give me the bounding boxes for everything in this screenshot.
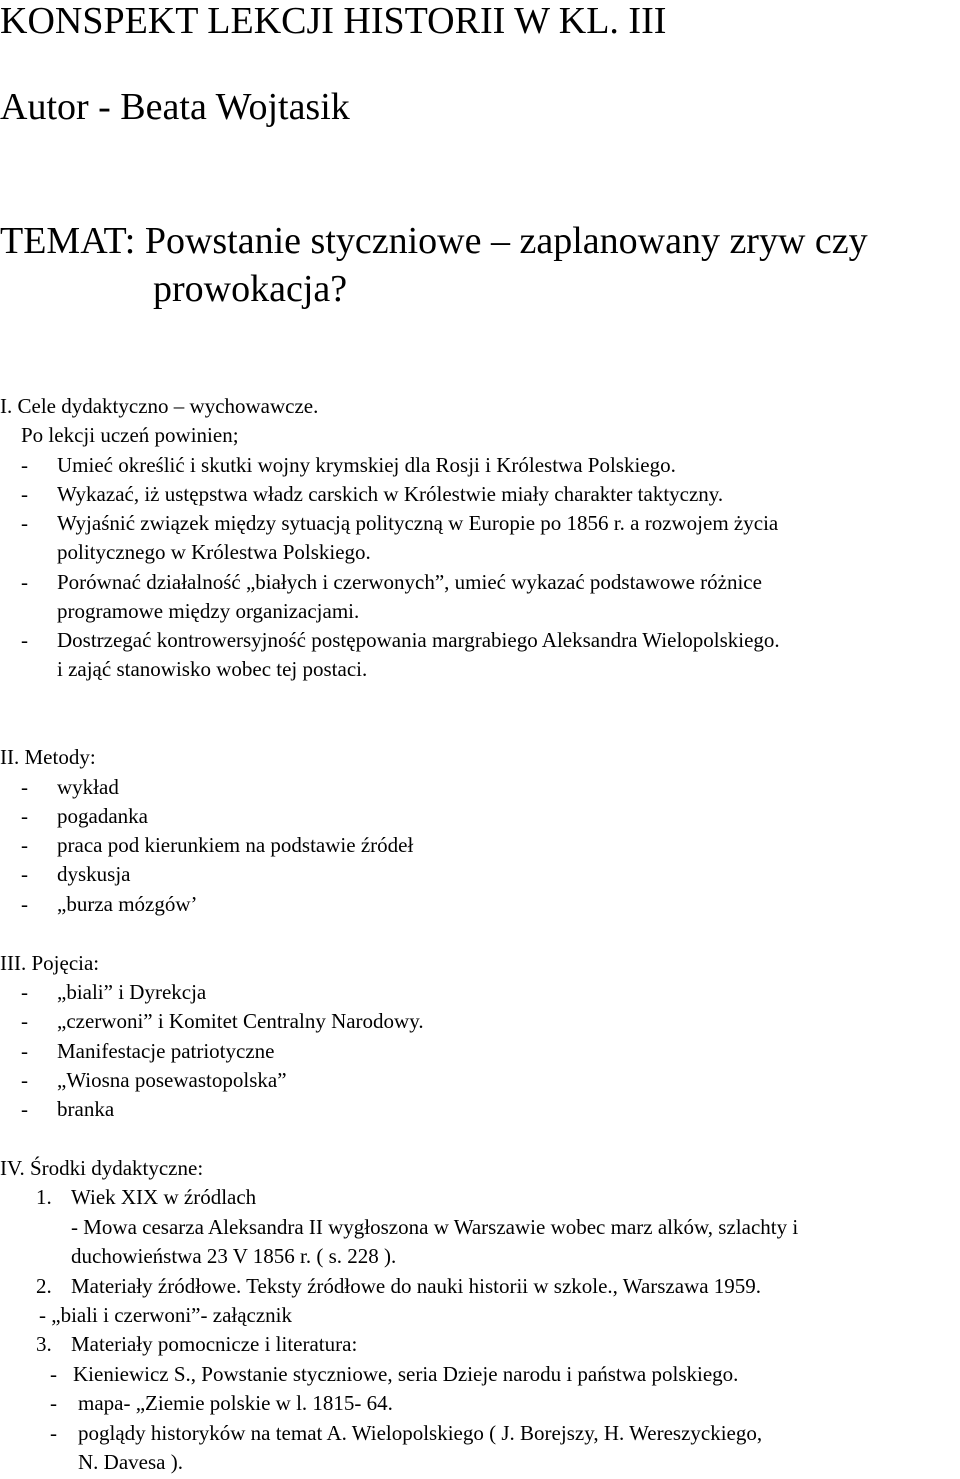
resource-subitem: - Mowa cesarza Aleksandra II wygłoszona w Warszawie wobec marz alków, szlachty i — [71, 1215, 799, 1239]
resource-subitem: poglądy historyków na temat A. Wielopolskiego ( J. Borejszy, H. Wereszyckiego, — [78, 1421, 763, 1445]
method-item: praca pod kierunkiem na podstawie źródeł — [57, 833, 414, 857]
goal-item-continuation: politycznego w Królestwa Polskiego. — [57, 540, 371, 564]
goal-item-continuation: programowe między organizacjami. — [57, 599, 360, 623]
bullet-dash: - — [21, 892, 28, 916]
resource-subitem: - „biali i czerwoni”- załącznik — [39, 1303, 293, 1327]
method-item: wykład — [57, 775, 119, 799]
goal-item: Wykazać, iż ustępstwa władz carskich w Królestwie miały charakter taktyczny. — [57, 482, 724, 506]
bullet-dash: - — [21, 1039, 28, 1063]
concept-item: „czerwoni” i Komitet Centralny Narodowy. — [57, 1009, 424, 1033]
bullet-dash: - — [21, 511, 28, 535]
bullet-dash: - — [21, 482, 28, 506]
concept-item: „Wiosna posewastopolska” — [57, 1068, 287, 1092]
resource-number: 3. — [36, 1332, 52, 1356]
goals-heading: I. Cele dydaktyczno – wychowawcze. — [0, 394, 319, 418]
bullet-dash: - — [21, 833, 28, 857]
resource-subitem: mapa- „Ziemie polskie w l. 1815- 64. — [78, 1391, 393, 1415]
bullet-dash: - — [21, 804, 28, 828]
resource-item: Materiały źródłowe. Teksty źródłowe do nauki historii w szkole., Warszawa 1959. — [71, 1274, 762, 1298]
method-item: dyskusja — [57, 862, 131, 886]
resources-heading: IV. Środki dydaktyczne: — [0, 1156, 204, 1180]
resource-number: 2. — [36, 1274, 52, 1298]
goals-intro: Po lekcji uczeń powinien; — [21, 423, 239, 447]
bullet-dash: - — [21, 628, 28, 652]
goal-item: Wyjaśnić związek między sytuacją polityczną w Europie po 1856 r. a rozwojem życia — [57, 511, 779, 535]
resource-number: 1. — [36, 1185, 52, 1209]
bullet-dash: - — [21, 453, 28, 477]
method-item: pogadanka — [57, 804, 148, 828]
concept-item: branka — [57, 1097, 115, 1121]
resource-item: Wiek XIX w źródlach — [71, 1185, 257, 1209]
methods-heading: II. Metody: — [0, 745, 96, 769]
goal-item: Umieć określić i skutki wojny krymskiej dla Rosji i Królestwa Polskiego. — [57, 453, 676, 477]
topic-line-1: TEMAT: Powstanie styczniowe – zaplanowany zryw czy — [0, 220, 868, 262]
concepts-heading: III. Pojęcia: — [0, 951, 100, 975]
bullet-dash: - — [21, 1068, 28, 1092]
bullet-dash: - — [50, 1421, 57, 1445]
resource-item: Materiały pomocnicze i literatura: — [71, 1332, 358, 1356]
bullet-dash: - — [21, 570, 28, 594]
concept-item: Manifestacje patriotyczne — [57, 1039, 275, 1063]
bullet-dash: - — [21, 980, 28, 1004]
bullet-dash: - — [21, 1009, 28, 1033]
concept-item: „biali” i Dyrekcja — [57, 980, 207, 1004]
goal-item: Porównać działalność „białych i czerwonych”, umieć wykazać podstawowe różnice — [57, 570, 762, 594]
bullet-dash: - — [21, 1097, 28, 1121]
method-item: „burza mózgów’ — [57, 892, 198, 916]
resource-subitem: Kieniewicz S., Powstanie styczniowe, seria Dzieje narodu i państwa polskiego. — [73, 1362, 739, 1386]
goal-item: Dostrzegać kontrowersyjność postępowania margrabiego Aleksandra Wielopolskiego. — [57, 628, 780, 652]
bullet-dash: - — [21, 775, 28, 799]
goal-item-continuation: i zająć stanowisko wobec tej postaci. — [57, 657, 368, 681]
bullet-dash: - — [21, 862, 28, 886]
resource-subitem-continuation: N. Davesa ). — [78, 1450, 183, 1474]
document-title: KONSPEKT LEKCJI HISTORII W KL. III — [0, 0, 667, 42]
resource-subitem: duchowieństwa 23 V 1856 r. ( s. 228 ). — [71, 1244, 397, 1268]
bullet-dash: - — [50, 1362, 57, 1386]
topic-line-2: prowokacja? — [153, 268, 348, 310]
author-line: Autor - Beata Wojtasik — [0, 86, 350, 128]
bullet-dash: - — [50, 1391, 57, 1415]
